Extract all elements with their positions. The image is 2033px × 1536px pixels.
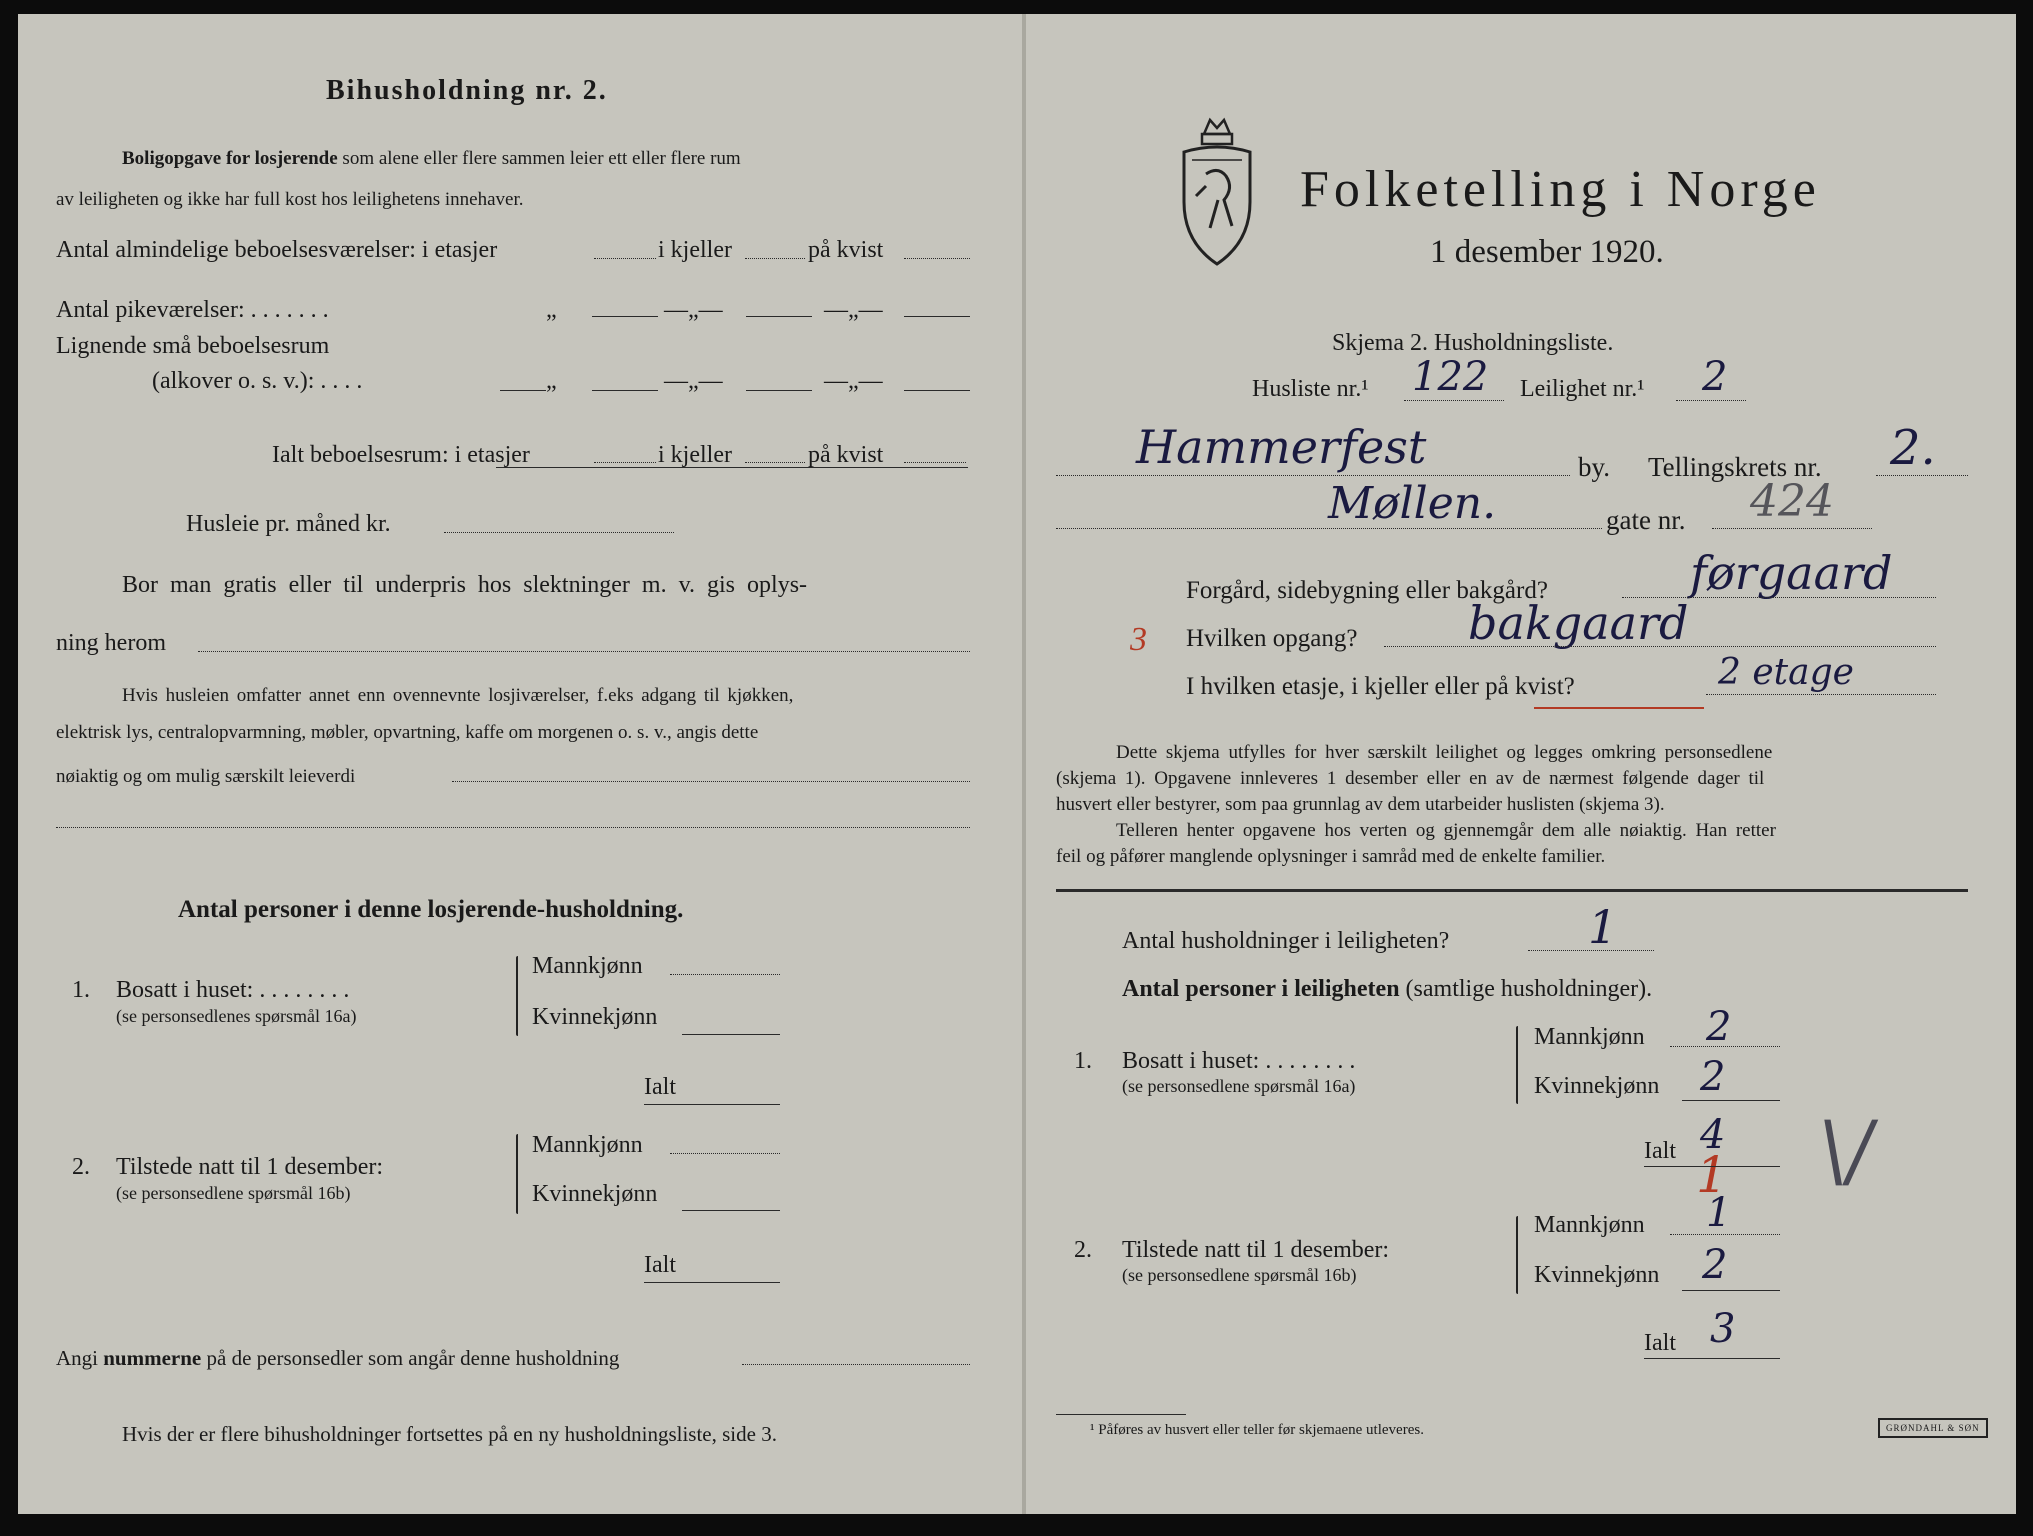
angi-pre: Angi	[56, 1346, 98, 1370]
gate-value: Møllen.	[1328, 478, 1497, 529]
info-line-2: (skjema 1). Opgavene innleveres 1 desember eller en av de nærmest følgende dager til	[1056, 768, 1765, 789]
etasje-red-underline	[1534, 707, 1704, 709]
right-q1-kvinne-label: Kvinnekjønn	[1534, 1073, 1660, 1099]
gratis-line[interactable]	[198, 651, 970, 652]
census-date: 1 desember 1920.	[1430, 234, 1664, 270]
gratis-line-2: ning herom	[56, 630, 166, 656]
alkover-label: (alkover o. s. v.): . . . .	[152, 368, 363, 394]
right-q2-mann-value: 1	[1706, 1190, 1732, 1236]
right-q1-ialt-value: 4	[1700, 1112, 1726, 1158]
intro-line-2: av leiligheten og ikke har full kost hos leilighetens innehaver.	[56, 189, 524, 210]
left-q2-kvinne-line[interactable]	[682, 1210, 780, 1211]
husleie-label: Husleie pr. måned kr.	[186, 511, 391, 537]
norway-coat-of-arms-icon	[1176, 116, 1258, 268]
hush-line[interactable]	[1528, 950, 1654, 951]
footnote: ¹ Påføres av husvert eller teller før skjemaene utleveres.	[1090, 1422, 1424, 1438]
right-q1-brace	[1516, 1026, 1518, 1104]
by-line[interactable]	[1056, 475, 1570, 476]
alkover-ditto-2: —„—	[664, 368, 723, 394]
hush-label: Antal husholdninger i leiligheten?	[1122, 928, 1450, 954]
leilighet-line[interactable]	[1676, 400, 1746, 401]
alkover-ditto: „	[546, 368, 557, 394]
right-divider	[1056, 889, 1968, 892]
opgang-line[interactable]	[1384, 646, 1936, 647]
opgang-label: Hvilken opgang?	[1186, 625, 1358, 652]
right-q1-mann-value: 2	[1706, 1004, 1732, 1050]
ialt-kjeller: i kjeller	[658, 442, 732, 468]
right-q2-ialt-label: Ialt	[1644, 1330, 1676, 1356]
rooms-label: Antal almindelige beboelsesværelser: i etasjer	[56, 237, 498, 263]
right-q1-ialt-label: Ialt	[1644, 1138, 1676, 1164]
by-value: Hammerfest	[1136, 420, 1427, 474]
hvis-line-2: elektrisk lys, centralopvarmning, møbler, opvartning, kaffe om morgenen o. s. v., angis dette	[56, 722, 759, 743]
left-q1-ialt: Ialt	[644, 1074, 676, 1100]
left-q2-ialt: Ialt	[644, 1252, 676, 1278]
hvis-line-3: nøiaktig og om mulig særskilt leieverdi	[56, 766, 356, 787]
left-q1-label: Bosatt i huset: . . . . . . . .	[116, 977, 350, 1003]
opgang-value: bakgaard	[1468, 596, 1689, 650]
left-q1-num: 1.	[72, 977, 90, 1003]
left-q1-kvinne: Kvinnekjønn	[532, 1004, 658, 1030]
left-persons-heading: Antal personer i denne losjerende-husholdning.	[178, 896, 684, 923]
husliste-value: 122	[1412, 354, 1489, 400]
right-q2-sub: (se personsedlene spørsmål 16b)	[1122, 1265, 1357, 1285]
hvis-line-1: Hvis husleien omfatter annet enn ovennevnte losjiværelser, f.eks adgang til kjøkken,	[122, 685, 794, 706]
pike-ditto: „	[546, 297, 557, 323]
right-q1-kvinne-line[interactable]	[1682, 1100, 1780, 1101]
gate-line[interactable]	[1056, 528, 1602, 529]
left-q2-brace	[516, 1134, 518, 1214]
leieverdi-line-2[interactable]	[56, 827, 970, 828]
right-q2-ialt-line[interactable]	[1644, 1358, 1780, 1359]
right-persons-rest: (samtlige husholdninger).	[1405, 976, 1653, 1002]
ialt-etasjer-line[interactable]	[594, 462, 656, 463]
gate-nr-value: 424	[1750, 476, 1834, 527]
rooms-kjeller: i kjeller	[658, 237, 732, 263]
ialt-kvist: på kvist	[808, 442, 884, 468]
husliste-label: Husliste nr.¹	[1252, 376, 1369, 402]
ialt-kvist-line[interactable]	[904, 462, 966, 463]
left-q2-num: 2.	[72, 1154, 90, 1180]
info-line-3: husvert eller bestyrer, som paa grunnlag av dem utarbeider huslisten (skjema 3).	[1056, 794, 1665, 815]
info-line-1: Dette skjema utfylles for hver særskilt leilighet og legges omkring personsedlene	[1116, 742, 1773, 763]
left-q1-brace	[516, 956, 518, 1036]
gate-label: gate nr.	[1606, 505, 1686, 535]
left-q2-kvinne: Kvinnekjønn	[532, 1181, 658, 1207]
intro-rest: som alene eller flere sammen leier ett eller flere rum	[342, 148, 741, 169]
right-q2-kvinne-value: 2	[1702, 1242, 1728, 1288]
hush-value: 1	[1588, 900, 1618, 954]
right-q1-num: 1.	[1074, 1048, 1092, 1074]
right-q1-mann-label: Mannkjønn	[1534, 1024, 1645, 1050]
pike-label: Antal pikeværelser: . . . . . . .	[56, 297, 329, 323]
left-q2-ialt-line[interactable]	[644, 1282, 780, 1283]
krets-line[interactable]	[1876, 475, 1968, 476]
husliste-line[interactable]	[1404, 400, 1504, 401]
angi-rest: på de personsedler som angår denne husholdning	[206, 1346, 620, 1370]
angi-line-fill[interactable]	[742, 1364, 970, 1365]
rooms-kvist: på kvist	[808, 237, 884, 263]
right-q2-ialt-value: 3	[1710, 1306, 1736, 1352]
right-title: Folketelling i Norge	[1300, 161, 1821, 218]
etasje-value: 2 etage	[1718, 652, 1854, 693]
left-q2-mann-line[interactable]	[670, 1153, 780, 1154]
rooms-kjeller-line[interactable]	[745, 258, 805, 259]
check-mark: \/	[1813, 1104, 1881, 1197]
gate-nr-line[interactable]	[1712, 528, 1872, 529]
right-q2-num: 2.	[1074, 1237, 1092, 1263]
pike-line-2[interactable]	[746, 316, 812, 317]
right-q2-mann-label: Mannkjønn	[1534, 1212, 1645, 1238]
forgaard-label: Forgård, sidebygning eller bakgård?	[1186, 577, 1548, 604]
left-q2-sub: (se personsedlene spørsmål 16b)	[116, 1183, 351, 1203]
left-q1-ialt-line[interactable]	[644, 1104, 780, 1105]
right-q2-mann-line[interactable]	[1670, 1234, 1780, 1235]
right-q2-brace	[1516, 1216, 1518, 1294]
footnote-rule	[1056, 1414, 1186, 1415]
right-q2-label: Tilstede natt til 1 desember:	[1122, 1237, 1390, 1263]
pike-ditto-3: —„—	[824, 297, 883, 323]
etasje-line[interactable]	[1706, 694, 1936, 695]
krets-label: Tellingskrets nr.	[1648, 452, 1822, 482]
alkover-line-2[interactable]	[746, 390, 812, 391]
alkover-line-1[interactable]	[592, 390, 658, 391]
left-q2-mann: Mannkjønn	[532, 1132, 643, 1158]
right-q1-kvinne-value: 2	[1700, 1054, 1726, 1100]
intro-line-1	[122, 148, 741, 170]
info-line-4: Telleren henter opgavene hos verten og gjennemgår dem alle nøiaktig. Han retter	[1116, 820, 1776, 841]
ialt-rooms-label: Ialt beboelsesrum: i etasjer	[272, 442, 530, 468]
etasje-label: I hvilken etasje, i kjeller eller på kvist?	[1186, 673, 1575, 700]
right-q2-kvinne-label: Kvinnekjønn	[1534, 1262, 1660, 1288]
printer-stamp: GRØNDAHL & SØN	[1878, 1418, 1988, 1438]
lignende-label: Lignende små beboelsesrum	[56, 333, 330, 359]
info-line-5: feil og påfører manglende oplysninger i samråd med de enkelte familier.	[1056, 846, 1606, 867]
ialt-rooms-underline	[496, 467, 968, 468]
forgaard-value: førgaard	[1690, 546, 1893, 600]
right-q1-ialt-line[interactable]	[1644, 1166, 1780, 1167]
pike-line-1[interactable]	[592, 316, 658, 317]
krets-value: 2.	[1890, 420, 1936, 476]
alkover-line-0[interactable]	[500, 390, 546, 391]
leilighet-label: Leilighet nr.¹	[1520, 376, 1645, 402]
leieverdi-line[interactable]	[452, 781, 970, 782]
angi-line	[56, 1346, 619, 1370]
left-footer: Hvis der er flere bihusholdninger fortsettes på en ny husholdningsliste, side 3.	[122, 1422, 777, 1446]
pike-ditto-2: —„—	[664, 297, 723, 323]
alkover-ditto-3: —„—	[824, 368, 883, 394]
right-persons-heading	[1122, 976, 1652, 1004]
pike-line-3[interactable]	[904, 316, 970, 317]
left-q2-label: Tilstede natt til 1 desember:	[116, 1154, 384, 1180]
husleie-line[interactable]	[444, 532, 674, 533]
gratis-line-1: Bor man gratis eller til underpris hos slektninger m. v. gis oplys-	[122, 572, 808, 598]
rooms-kvist-line[interactable]	[904, 258, 970, 259]
right-q1-sub: (se personsedlene spørsmål 16a)	[1122, 1076, 1356, 1096]
intro-bold: Boligopgave for losjerende	[122, 148, 338, 169]
alkover-line-3[interactable]	[904, 390, 970, 391]
margin-mark: 3	[1130, 621, 1147, 658]
right-q1-mann-line[interactable]	[1670, 1046, 1780, 1047]
right-persons-bold: Antal personer i leiligheten	[1122, 976, 1400, 1002]
left-q1-mann: Mannkjønn	[532, 953, 643, 979]
right-q2-kvinne-line[interactable]	[1682, 1290, 1780, 1291]
ialt-kjeller-line[interactable]	[745, 462, 805, 463]
left-q1-mann-line[interactable]	[670, 974, 780, 975]
by-label: by.	[1578, 452, 1610, 482]
right-q1-label: Bosatt i huset: . . . . . . . .	[1122, 1048, 1356, 1074]
rooms-etasjer-line[interactable]	[594, 258, 656, 259]
angi-bold: nummerne	[103, 1346, 202, 1370]
left-title: Bihusholdning nr. 2.	[326, 75, 608, 106]
left-q1-kvinne-line[interactable]	[682, 1034, 780, 1035]
leilighet-value: 2	[1702, 354, 1728, 400]
right-q1-correction: 1	[1696, 1146, 1728, 1204]
left-q1-sub: (se personsedlenes spørsmål 16a)	[116, 1006, 357, 1026]
skjema-label: Skjema 2. Husholdningsliste.	[1332, 330, 1614, 356]
